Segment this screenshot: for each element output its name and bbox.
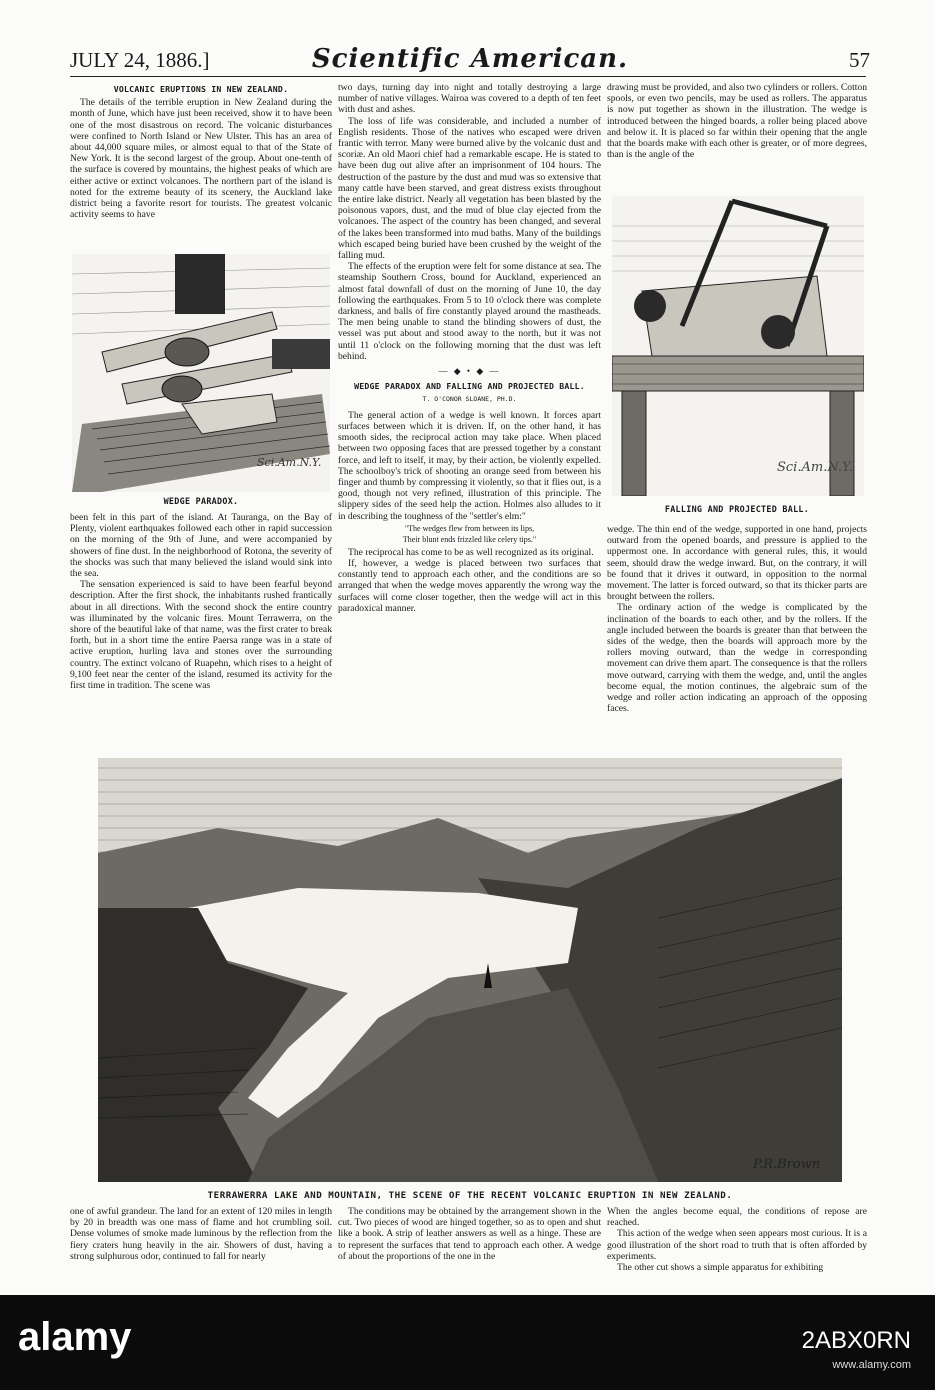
page-number: 57 <box>849 48 870 72</box>
paragraph: If, however, a wedge is placed between two surfaces that constantly tend to approach each other, and the conditions are so arranged that when the wedge moves apparently the wrong way the surfaces will come closer together, then the wedge will act in this paradoxical manner. <box>338 557 601 614</box>
wedge-paradox-illustration <box>72 254 330 492</box>
paragraph: drawing must be provided, and also two cylinders or rollers. Cotton spools, or even two pencils, may be used as rollers. The apparatus is now put together as shown in the illustration. The wedge is introduced between the hinged boards, a roller being placed above and below it. It is placed so far within their opening that the angle that the boards make with each other is greater, or of more degrees, than is the angle of the <box>607 82 867 161</box>
header-rule <box>70 76 866 77</box>
paragraph: This action of the wedge when seen appears most curious. It is a good illustration of the short road to truth that is often afforded by experiments. <box>607 1228 867 1262</box>
bottom-column-2 <box>338 1206 601 1282</box>
terrawerra-lake-illustration <box>98 758 842 1182</box>
stock-watermark-bar <box>0 1295 935 1390</box>
falling-ball-illustration <box>612 196 864 496</box>
paragraph: The conditions may be obtained by the arrangement shown in the cut. Two pieces of wood are hinged together, so as to open and shut like a book. A strip of leather answers as well as a hinge. These are to represent the surfaces that tend to approach each other. A wedge of about the proportions of the one in the <box>338 1206 601 1262</box>
falling-ball-engraving <box>612 196 864 496</box>
paragraph: The general action of a wedge is well known. It forces apart surfaces between which it is driven. If, on the other hand, it has smooth sides, the reciprocal action may take place. When placed between two opposing faces that are pressed together by a constant force, and left to itself, it may, by their action, be violently expelled. The schoolboy's trick of shooting an orange seed from between his finger and thumb by compressing it violently, so that it flies out, is a good, though not very refined, illustration of this principle. The slippery sides of the seed help the action. Holmes also alludes to it in describing the toughness of the "settler's elm:" <box>338 409 601 522</box>
paragraph: wedge. The thin end of the wedge, supported in one hand, projects outward from the opened boards, and pressure is applied to the uppermost one. In accordance with general rules, this, it would seem, should draw the wedge inward. But, on the contrary, it will be found that it drives it outward, in opposition to the normal movement. The latter is forced outward, so that its thicker parts are brought between the rollers. <box>607 524 867 603</box>
paragraph: The other cut shows a simple apparatus for exhibiting <box>617 1262 824 1274</box>
column-2 <box>338 82 601 750</box>
paragraph: The effects of the eruption were felt for some distance at sea. The steamship Southern Cross, bound for Auckland, experienced an almost fatal downfall of dust on the morning of June 10, the day following the earthquakes. From 5 to 10 o'clock there was complete darkness, and balls of fire constantly played around the mastheads. The men being unable to stand the blinding showers of dust, the vessel was put about and stood away to the north, but it was not until 11 o'clock on the following morning that the dust was left behind. <box>338 261 601 362</box>
watermark-url: www.alamy.com <box>832 1359 911 1371</box>
poem-line-1: "The wedges flew from between its lips, <box>404 523 535 533</box>
terrawerra-caption: TERRAWERRA LAKE AND MOUNTAIN, THE SCENE OF THE RECENT VOLCANIC ERUPTION IN NEW ZEALAND. <box>207 1190 733 1201</box>
terrawerra-engraving <box>98 758 842 1182</box>
paragraph: been felt in this part of the island. At Tauranga, on the Bay of Plenty, violent earthquakes followed each other in rapid succession on the morning of the 9th of June, and were accompanied by showers of fine dust. In the neighborhood of Rotona, the severity of the shocks was such that many believed the island would sink into the sea. <box>70 512 332 580</box>
masthead-title: Scientific American. <box>311 44 629 74</box>
paragraph: The reciprocal has come to be as well recognized as its original. <box>348 546 594 558</box>
column-1-top <box>70 82 332 250</box>
engraver-signature: P.R.Brown <box>753 1157 821 1172</box>
column-1-bottom <box>70 512 332 750</box>
wedge-paradox-caption: WEDGE PARADOX. <box>163 496 239 506</box>
issue-date: JULY 24, 1886.] <box>70 48 210 72</box>
article-heading-wedge: WEDGE PARADOX AND FALLING AND PROJECTED BALL. <box>354 381 585 392</box>
paragraph: The ordinary action of the wedge is complicated by the inclination of the boards to each other, and by the rollers. If the angle included between the boards is greater than that between the sides of the wedge, then the boards will approach more by the rollers moving outward, than the wedge in corresponding movement can drive them apart. The consequence is that the rollers move outward, carrying with them the wedge, and, until the angles become equal, the motion continues, the algebraic sum of the wedge and roller action indicating an approach of the opposing faces. <box>607 602 867 715</box>
bottom-column-3 <box>607 1206 867 1282</box>
wedge-paradox-engraving <box>72 254 330 492</box>
falling-ball-caption: FALLING AND PROJECTED BALL. <box>664 504 810 514</box>
poem-line-2: Their blunt ends frizzled like celery tips." <box>402 535 537 545</box>
paragraph: one of awful grandeur. The land for an extent of 120 miles in length by 20 in breadth was one mass of flame and hot crumbling soil. Dense volumes of smoke made luminous by the reflection from the fiery craters hung heavily in the air. Showers of dust, having a strong sulphurous odor, continued to fall for nearly <box>70 1206 332 1262</box>
article-heading-volcanic: VOLCANIC ERUPTIONS IN NEW ZEALAND. <box>113 84 289 94</box>
column-3-bottom <box>607 524 867 750</box>
paragraph: two days, turning day into night and totally destroying a large number of native villages. Wairoa was covered to a depth of ten feet with dust and ashes. <box>338 82 601 116</box>
paragraph: The sensation experienced is said to have been fearful beyond description. After the first shock, the inhabitants rushed frantically about in all directions. With the second shock the entire country was illuminated by the volcanic fires. Mount Terrawerra, on the shore of the beautiful lake of that name, was the first crater to break forth, but in a short time the entire Paersa range was in a state of active eruption, hurling lava and stones over the surrounding country. The extinct volcano of Ruapehn, which rises to a height of 9,100 feet near the center of the island, resumed its activity for the first time in tradition. The scene was <box>70 579 332 692</box>
bottom-column-1 <box>70 1206 332 1282</box>
section-divider: — ◆ • ◆ — <box>438 366 501 377</box>
image-id: 2ABX0RN <box>801 1327 911 1354</box>
paragraph: The loss of life was considerable, and included a number of English residents. Those of the natives who escaped were driven frantic with terror. Many were burned alive by the volcanic dust and scoriæ. An old Maori chief had a remarkable escape. He is stated to have been dug out alive after an imprisonment of 104 hours. The destruction of the pasture by the dust and mud was so extensive that many cattle have been starved, and great distress exists throughout the entire lake district. Nearly all vegetation has been blasted by the poisonous vapors, dust, and the mud of blue clay ejected from the volcanoes. The aspect of the country has been changed, and several of the lakes been transformed into mud baths. Many of the buildings which escaped being buried have been crushed by the weight of the falling mud. <box>338 115 601 262</box>
svg-text:Sci.Am.N.Y.: Sci.Am.N.Y. <box>257 456 322 469</box>
page-header <box>70 44 870 74</box>
svg-text:Sci.Am.N.Y.: Sci.Am.N.Y. <box>777 460 854 475</box>
column-3-top <box>607 82 867 192</box>
author-byline: T. O'CONOR SLOANE, PH.D. <box>422 395 517 404</box>
paragraph: When the angles become equal, the conditions of repose are reached. <box>607 1206 867 1229</box>
alamy-logo: alamy <box>18 1315 132 1359</box>
paragraph: The details of the terrible eruption in New Zealand during the month of June, which have just been received, show it to have been one of the most disastrous on record. The volcanic disturbances were confined to North Island or New Ulster. This has an area of about 44,000 square miles, or almost equal to that of the State of New York. It is the second largest of the group. About one-tenth of the surface is covered by mountains, the highest peaks of which are either active or extinct volcanoes. The northern part of the island is noted for the extreme beauty of its scenery, the Auckland lake district being a favorite resort for tourists. The greatest volcanic activity seems to have <box>70 97 332 221</box>
